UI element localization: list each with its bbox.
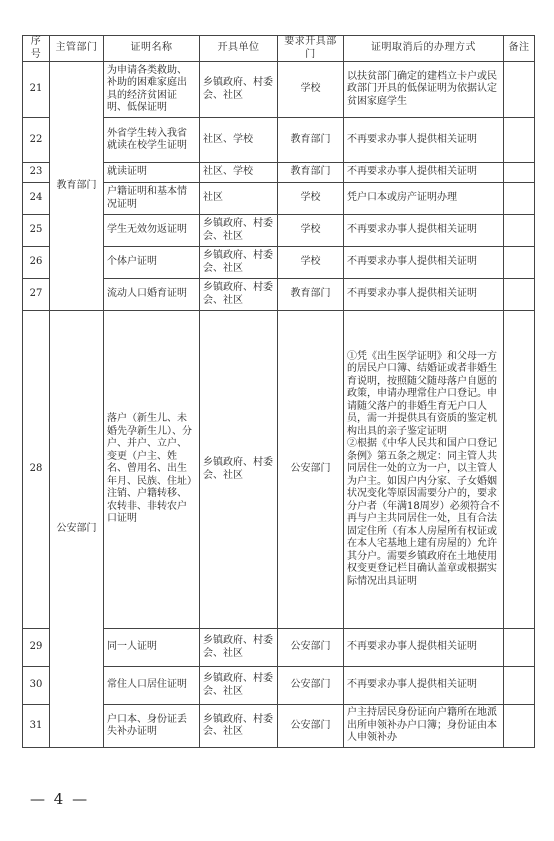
- certificate-name: 户籍证明和基本情况证明: [104, 183, 200, 215]
- requiring-dept: 公安部门: [278, 667, 344, 705]
- remark: [504, 629, 535, 667]
- header-no: 序号: [23, 36, 50, 62]
- header-remark: 备注: [504, 36, 535, 62]
- handling-method: 不再要求办事人提供相关证明: [344, 215, 504, 247]
- remark: [504, 118, 535, 163]
- handling-method: 不再要求办事人提供相关证明: [344, 279, 504, 311]
- row-no: 21: [23, 62, 50, 118]
- remark: [504, 279, 535, 311]
- remark: [504, 247, 535, 279]
- header-issuing-unit: 开具单位: [200, 36, 278, 62]
- certificate-name: 户口本、身份证丢失补办证明: [104, 705, 200, 748]
- certificate-table: [22, 35, 535, 748]
- remark: [504, 215, 535, 247]
- certificate-name: 常住人口居住证明: [104, 667, 200, 705]
- requiring-dept: 学校: [278, 215, 344, 247]
- issuing-unit: 乡镇政府、村委会、社区: [200, 247, 278, 279]
- handling-method: 不再要求办事人提供相关证明: [344, 118, 504, 163]
- certificate-name: 流动人口婚育证明: [104, 279, 200, 311]
- row-no: 30: [23, 667, 50, 705]
- certificate-name: 个体户证明: [104, 247, 200, 279]
- certificate-name: 就读证明: [104, 163, 200, 183]
- remark: [504, 62, 535, 118]
- row-no: 27: [23, 279, 50, 311]
- issuing-unit: 社区: [200, 183, 278, 215]
- certificate-name: 学生无效勿返证明: [104, 215, 200, 247]
- requiring-dept: 教育部门: [278, 279, 344, 311]
- requiring-dept: 学校: [278, 247, 344, 279]
- remark: [504, 667, 535, 705]
- page-number: — 4 —: [30, 790, 90, 808]
- department-cell: 教育部门: [50, 62, 104, 311]
- header-certificate-name: 证明名称: [104, 36, 200, 62]
- issuing-unit: 乡镇政府、村委会、社区: [200, 629, 278, 667]
- issuing-unit: 社区、学校: [200, 118, 278, 163]
- header-department: 主管部门: [50, 36, 104, 62]
- requiring-dept: 教育部门: [278, 163, 344, 183]
- row-no: 26: [23, 247, 50, 279]
- requiring-dept: 公安部门: [278, 705, 344, 748]
- issuing-unit: 乡镇政府、村委会、社区: [200, 215, 278, 247]
- header-handling-method: 证明取消后的办理方式: [344, 36, 504, 62]
- table-header-row: [23, 36, 535, 62]
- handling-method: 不再要求办事人提供相关证明: [344, 667, 504, 705]
- issuing-unit: 乡镇政府、村委会、社区: [200, 279, 278, 311]
- row-no: 24: [23, 183, 50, 215]
- requiring-dept: 学校: [278, 62, 344, 118]
- issuing-unit: 乡镇政府、村委会、社区: [200, 311, 278, 629]
- department-cell: 公安部门: [50, 311, 104, 748]
- row-no: 29: [23, 629, 50, 667]
- row-no: 28: [23, 311, 50, 629]
- handling-method: 户主持居民身份证向户籍所在地派出所申领补办户口簿；身份证由本人申领补办: [344, 705, 504, 748]
- table-row: [23, 62, 535, 118]
- table-row: [23, 311, 535, 629]
- remark: [504, 183, 535, 215]
- row-no: 25: [23, 215, 50, 247]
- requiring-dept: 公安部门: [278, 311, 344, 629]
- header-requiring-dept: 要求开具部门: [278, 36, 344, 62]
- row-no: 22: [23, 118, 50, 163]
- handling-method: 不再要求办事人提供相关证明: [344, 629, 504, 667]
- row-no: 31: [23, 705, 50, 748]
- requiring-dept: 教育部门: [278, 118, 344, 163]
- issuing-unit: 乡镇政府、村委会、社区: [200, 705, 278, 748]
- issuing-unit: 乡镇政府、村委会、社区: [200, 62, 278, 118]
- requiring-dept: 学校: [278, 183, 344, 215]
- issuing-unit: 乡镇政府、村委会、社区: [200, 667, 278, 705]
- remark: [504, 163, 535, 183]
- remark: [504, 311, 535, 629]
- issuing-unit: 社区、学校: [200, 163, 278, 183]
- requiring-dept: 公安部门: [278, 629, 344, 667]
- certificate-name: 外省学生转入我省就读在校学生证明: [104, 118, 200, 163]
- handling-method: 不再要求办事人提供相关证明: [344, 247, 504, 279]
- handling-method: 以扶贫部门确定的建档立卡户或民政部门开具的低保证明为依据认定贫困家庭学生: [344, 62, 504, 118]
- remark: [504, 705, 535, 748]
- handling-method: ①凭《出生医学证明》和父母一方的居民户口簿、结婚证或者非婚生育说明，按照随父随母落户自愿的政策，申请办理常住户口登记。申请随父落户的非婚生育无户口人员，需一并提供具有资质的鉴定机构出具的亲子鉴定证明 ②根据《中华人民共和国户口登记条例》第五条之规定：同主管人共同居住一处的立为一户，以主管人为户主。如因户内分家、子女婚姻状况变化等原因需要分户的，要求分户者（年满18周岁）必须符合不再与户主共同居住一处，且有合法固定住所（有本人房屋所有权证或在本人宅基地上建有房屋的）允许其分户。需要乡镇政府在土地使用权变更登记栏目确认盖章或根据实际情况出具证明: [344, 311, 504, 629]
- handling-method: 不再要求办事人提供相关证明: [344, 163, 504, 183]
- certificate-name: 为申请各类救助、补助的困难家庭出具的经济贫困证明、低保证明: [104, 62, 200, 118]
- handling-method: 凭户口本或房产证明办理: [344, 183, 504, 215]
- row-no: 23: [23, 163, 50, 183]
- certificate-name: 落户（新生儿、未婚先孕新生儿）、分户、并户、立户、变更（户主、姓名、曾用名、出生年月、民族、住址）注销、户籍转移、农转非、非转农户口证明: [104, 311, 200, 629]
- certificate-name: 同一人证明: [104, 629, 200, 667]
